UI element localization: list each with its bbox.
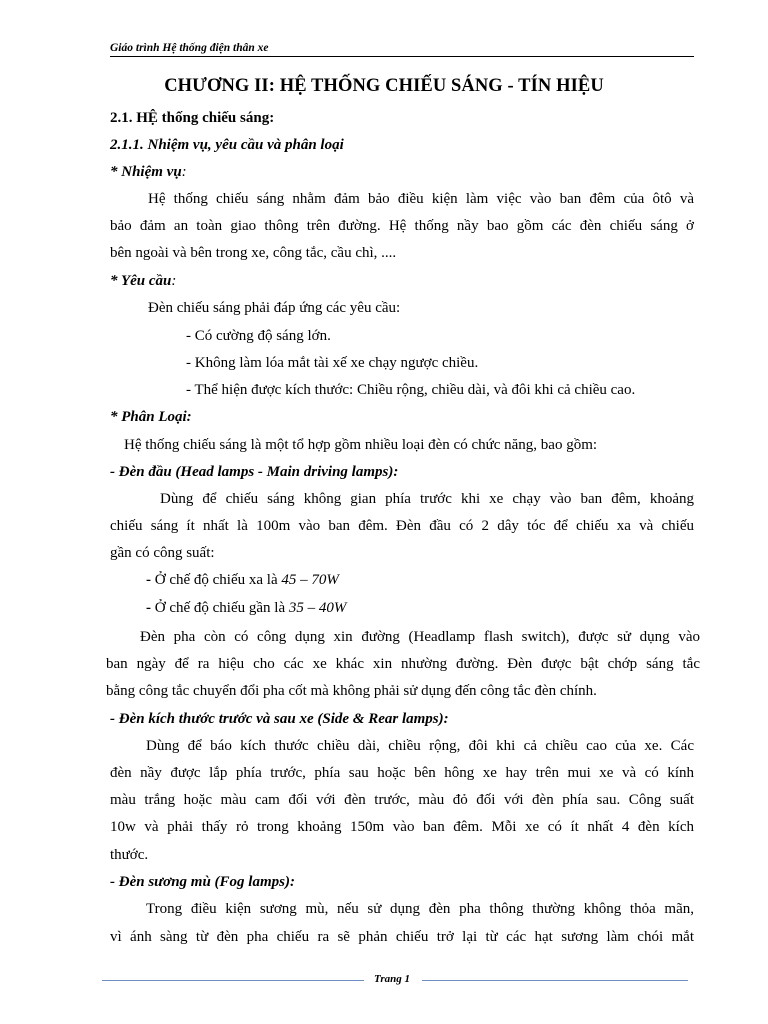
list-item: - Không làm lóa mắt tài xế xe chạy ngược chiều.: [186, 355, 479, 371]
footer-rule-left: [102, 980, 364, 981]
paragraph-line: bên ngoài và bên trong xe, công tắc, cầu chì, ....: [110, 245, 397, 261]
paragraph-line: đèn nầy được lắp phía trước, phía sau hoặc bên hông xe hay trên mui xe và có kính: [110, 765, 694, 781]
paragraph-line: Dùng để chiếu sáng không gian phía trước khi xe chạy vào ban đêm, khoảng: [160, 491, 694, 507]
heading-den-suong-mu: - Đèn sương mù (Fog lamps):: [110, 874, 295, 890]
paragraph-line: bằng công tắc chuyển đổi pha cốt mà không phải sử dụng đến công tắc đèn chính.: [106, 683, 597, 699]
paragraph-line: Hệ thống chiếu sáng là một tổ hợp gồm nhiều loại đèn có chức năng, bao gồm:: [124, 437, 598, 453]
page-header: Giáo trình Hệ thống điện thân xe: [110, 42, 694, 57]
paragraph-line: Đèn pha còn có công dụng xin đường (Headlamp flash switch), được sử dụng vào: [140, 629, 700, 645]
page-number: Trang 1: [374, 973, 410, 985]
paragraph-line: thước.: [110, 847, 149, 863]
section-heading: 2.1. HỆ thống chiếu sáng:: [110, 110, 275, 126]
heading-nhiem-vu: * Nhiệm vụ:: [110, 164, 187, 180]
paragraph-line: vì ánh sàng từ đèn pha chiếu ra sẽ phản chiếu trở lại từ các hạt sương làm chói mắt: [110, 929, 694, 945]
paragraph-line: 10w và phải thấy rỏ trong khoảng 150m vào ban đêm. Mỗi xe có ít nhất 4 đèn kích: [110, 819, 694, 835]
paragraph-line: gần có công suất:: [110, 545, 215, 561]
paragraph-line: Hệ thống chiếu sáng nhằm đảm bảo điều kiện làm việc vào ban đêm của ôtô và: [148, 191, 694, 207]
list-item: - Thể hiện được kích thước: Chiều rộng, chiều dài, và đôi khi cả chiều cao.: [186, 382, 636, 398]
paragraph-line: ban ngày để ra hiệu cho các xe khác xin nhường đường. Đèn được bật chớp sáng tắc: [106, 656, 700, 672]
paragraph-line: Đèn chiếu sáng phải đáp ứng các yêu cầu:: [148, 300, 401, 316]
list-item: - Ở chế độ chiếu gần là 35 – 40W: [146, 600, 347, 616]
list-item: - Ở chế độ chiếu xa là 45 – 70W: [146, 572, 339, 588]
heading-den-dau: - Đèn đầu (Head lamps - Main driving lamps):: [110, 464, 399, 480]
paragraph-line: màu trắng hoặc màu cam đối với đèn trước, màu đỏ đối với đèn phía sau. Công suất: [110, 792, 694, 808]
list-item: - Có cường độ sáng lớn.: [186, 328, 331, 344]
heading-den-kich-thuoc: - Đèn kích thước trước và sau xe (Side & Rear lamps):: [110, 711, 449, 727]
heading-phan-loai: * Phân Loại:: [110, 409, 192, 425]
paragraph-line: Dùng để báo kích thước chiều dài, chiều rộng, đôi khi cả chiều cao của xe. Các: [146, 738, 694, 754]
paragraph-line: bảo đảm an toàn giao thông trên đường. Hệ thống nầy bao gồm các đèn chiếu sáng ở: [110, 218, 694, 234]
heading-yeu-cau: * Yêu cầu:: [110, 273, 177, 289]
footer-rule-right: [422, 980, 688, 981]
paragraph-line: Trong điều kiện sương mù, nếu sử dụng đèn pha thông thường không thỏa mãn,: [146, 901, 694, 917]
chapter-title: CHƯƠNG II: HỆ THỐNG CHIẾU SÁNG - TÍN HIỆU: [164, 76, 604, 96]
paragraph-line: chiếu sáng ít nhất là 100m vào ban đêm. Đèn đầu có 2 dây tóc để chiếu xa và chiếu: [110, 518, 694, 534]
subsection-heading: 2.1.1. Nhiệm vụ, yêu cầu và phân loại: [110, 137, 344, 153]
